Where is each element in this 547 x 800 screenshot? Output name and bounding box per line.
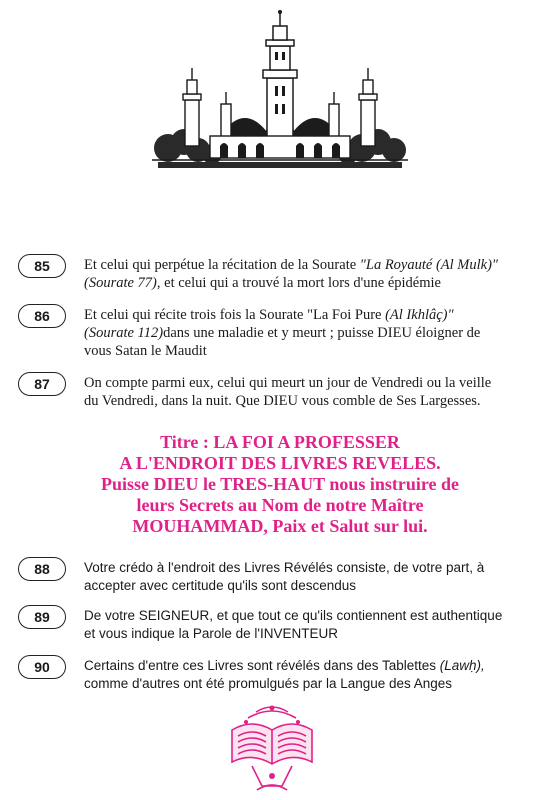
- text-line: [84, 577, 533, 595]
- entry-text: [84, 559, 533, 595]
- entry-text: [84, 256, 533, 292]
- entry-number-badge: 86: [18, 304, 66, 328]
- title-line: leurs Secrets au Nom de notre Maître: [136, 495, 424, 515]
- entry-number-badge: 90: [18, 655, 66, 679]
- italic-run: (Lawḥ),: [439, 658, 485, 673]
- text-line: [84, 256, 533, 274]
- text-line: [84, 306, 533, 324]
- mosque-illustration: [150, 8, 410, 178]
- title-line: Titre : LA FOI A PROFESSER: [160, 432, 400, 452]
- title-line: A L'ENDROIT DES LIVRES REVELES.: [119, 453, 441, 473]
- text-run: Et celui qui perpétue la récitation de la Sourate: [84, 257, 360, 273]
- entry-number-badge: 87: [18, 372, 66, 396]
- text-line: [84, 342, 533, 360]
- text-line: [84, 657, 533, 675]
- text-run: Et celui qui récite trois fois la Sourate "La Foi Pure: [84, 307, 386, 323]
- entry-number-badge: 85: [18, 254, 66, 278]
- text-line: [84, 559, 533, 577]
- text-run: accepter avec certitude qu'ils sont descendus: [84, 578, 356, 593]
- text-run: Votre crédo à l'endroit des Livres Révélés consiste, de votre part, à: [84, 560, 485, 575]
- text-line: [84, 675, 533, 693]
- entry-text: [84, 607, 533, 643]
- text-line: [84, 324, 533, 342]
- italic-run: (Al Ikhlâç)": [385, 307, 454, 323]
- text-run: , et celui qui a trouvé la mort lors d'une épidémie: [156, 275, 441, 291]
- entry-text: [84, 306, 533, 360]
- italic-run: (Sourate 77): [84, 275, 157, 291]
- entry-text: [84, 374, 533, 410]
- text-line: [84, 392, 533, 410]
- text-run: Certains d'entre ces Livres sont révélés dans des Tablettes: [84, 658, 440, 673]
- text-line: [84, 274, 533, 292]
- text-run: du Vendredi, dans la nuit. Que DIEU vous comble de Ses Largesses.: [84, 393, 481, 409]
- text-line: [84, 625, 533, 643]
- title-line: MOUHAMMAD, Paix et Salut sur lui.: [132, 516, 428, 536]
- italic-run: (Sourate 112): [84, 325, 164, 341]
- title-line: Puisse DIEU le TRES-HAUT nous instruire de: [100, 474, 460, 494]
- entry-number-badge: 88: [18, 557, 66, 581]
- section-title: [40, 432, 520, 537]
- text-line: [84, 374, 533, 392]
- entry-number-badge: 89: [18, 605, 66, 629]
- open-book-ornament: [222, 700, 322, 795]
- italic-run: "La Royauté (Al Mulk)": [359, 257, 499, 273]
- text-run: et vous indique la Parole de l'INVENTEUR: [84, 626, 338, 641]
- text-run: dans une maladie et y meurt ; puisse DIEU éloigner de: [163, 325, 481, 341]
- entry-text: [84, 657, 533, 693]
- text-run: On compte parmi eux, celui qui meurt un jour de Vendredi ou la veille: [84, 375, 492, 391]
- text-run: vous Satan le Maudit: [84, 343, 207, 359]
- text-line: [84, 607, 533, 625]
- text-run: comme d'autres ont été promulgués par la Langue des Anges: [84, 676, 453, 691]
- text-run: De votre SEIGNEUR, et que tout ce qu'ils contiennent est authentique: [84, 608, 503, 623]
